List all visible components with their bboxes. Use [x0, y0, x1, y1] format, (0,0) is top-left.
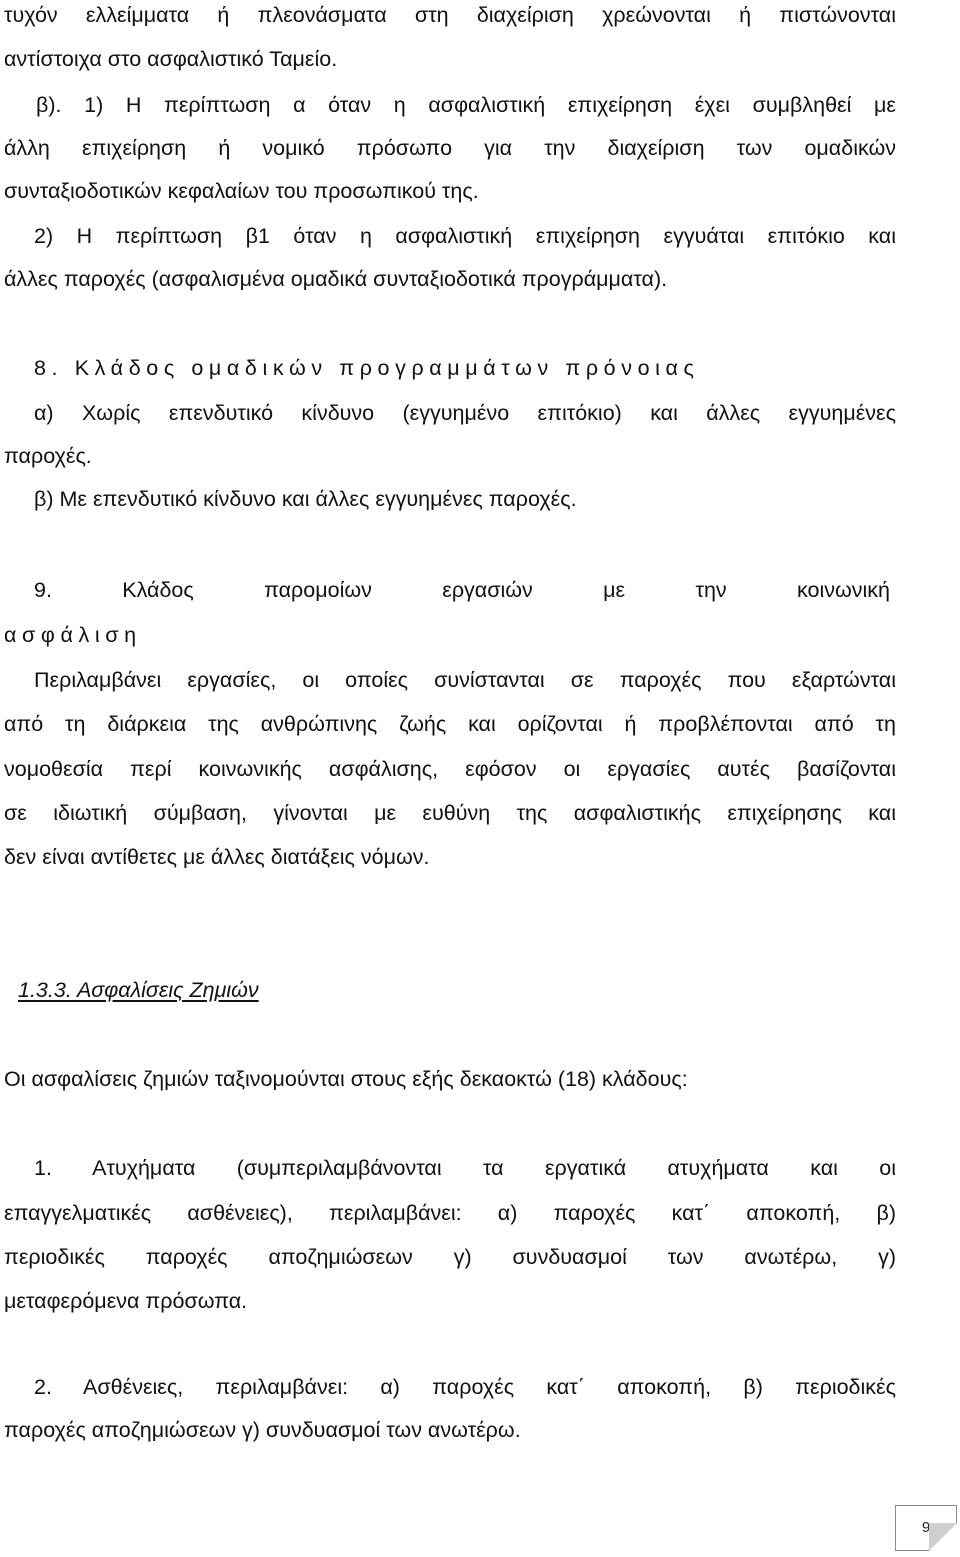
text-line: από τη διάρκεια της ανθρώπινης ζωής και ορίζονται ή προβλέπονται από τη — [4, 712, 896, 736]
text-line: παροχές. — [4, 444, 92, 468]
text-line: παροχές αποζημιώσεων γ) συνδυασμοί των ανωτέρω. — [4, 1418, 521, 1442]
text-line: επαγγελματικές ασθένειες), περιλαμβάνει: α) παροχές κατ΄ αποκοπή, β) — [4, 1201, 896, 1225]
text-line: περιοδικές παροχές αποζημιώσεων γ) συνδυασμοί των ανωτέρω, γ) — [4, 1245, 896, 1269]
text-line: άλλες παροχές (ασφαλισμένα ομαδικά συνταξιοδοτικά προγράμματα). — [4, 267, 668, 291]
text-line: νομοθεσία περί κοινωνικής ασφάλισης, εφόσον οι εργασίες αυτές βασίζονται — [4, 757, 896, 781]
section-heading-9: 9. Κλάδος παρομοίων εργασιών με την κοινωνική — [34, 578, 890, 602]
text-line: συνταξιοδοτικών κεφαλαίων του προσωπικού της. — [4, 179, 479, 203]
text-line: β) Με επενδυτικό κίνδυνο και άλλες εγγυημένες παροχές. — [34, 487, 577, 511]
text-line: 2. Ασθένειες, περιλαμβάνει: α) παροχές κατ΄ αποκοπή, β) περιοδικές — [34, 1375, 896, 1399]
text-line: 1. Ατυχήματα (συμπεριλαμβάνονται τα εργατικά ατυχήματα και οι — [34, 1156, 896, 1180]
text-line: 2) Η περίπτωση β1 όταν η ασφαλιστική επιχείρηση εγγυάται επιτόκιο και — [34, 224, 896, 248]
text-line: β). 1) Η περίπτωση α όταν η ασφαλιστική επιχείρηση έχει συμβληθεί με — [36, 93, 896, 117]
page-fold-icon — [929, 1523, 957, 1551]
text-line: α) Χωρίς επενδυτικό κίνδυνο (εγγυημένο επιτόκιο) και άλλες εγγυημένες — [34, 401, 896, 425]
text-line: μεταφερόμενα πρόσωπα. — [4, 1289, 248, 1313]
text-line: αντίστοιχα στο ασφαλιστικό Ταμείο. — [4, 47, 338, 71]
text-line: Οι ασφαλίσεις ζημιών ταξινομούνται στους εξής δεκαοκτώ (18) κλάδους: — [4, 1067, 688, 1091]
section-heading-1-3-3: 1.3.3. Ασφαλίσεις Ζημιών — [18, 978, 259, 1002]
text-line: Περιλαμβάνει εργασίες, οι οποίες συνίστανται σε παροχές που εξαρτώνται — [34, 668, 896, 692]
page-number-box — [895, 1505, 957, 1551]
text-line: δεν είναι αντίθετες με άλλες διατάξεις νόμων. — [4, 845, 430, 869]
text-line: άλλη επιχείρηση ή νομικό πρόσωπο για την διαχείριση των ομαδικών — [4, 136, 896, 160]
text-line: σε ιδιωτική σύμβαση, γίνονται με ευθύνη της ασφαλιστικής επιχείρησης και — [4, 801, 896, 825]
page-number: 9 — [921, 1519, 931, 1536]
section-heading-9-cont: ασφάλιση — [4, 623, 142, 647]
text-line: τυχόν ελλείμματα ή πλεονάσματα στη διαχείριση χρεώνονται ή πιστώνονται — [4, 3, 896, 27]
section-heading-8: 8. Κλάδος ομαδικών προγραμμάτων πρόνοιας — [34, 356, 700, 380]
